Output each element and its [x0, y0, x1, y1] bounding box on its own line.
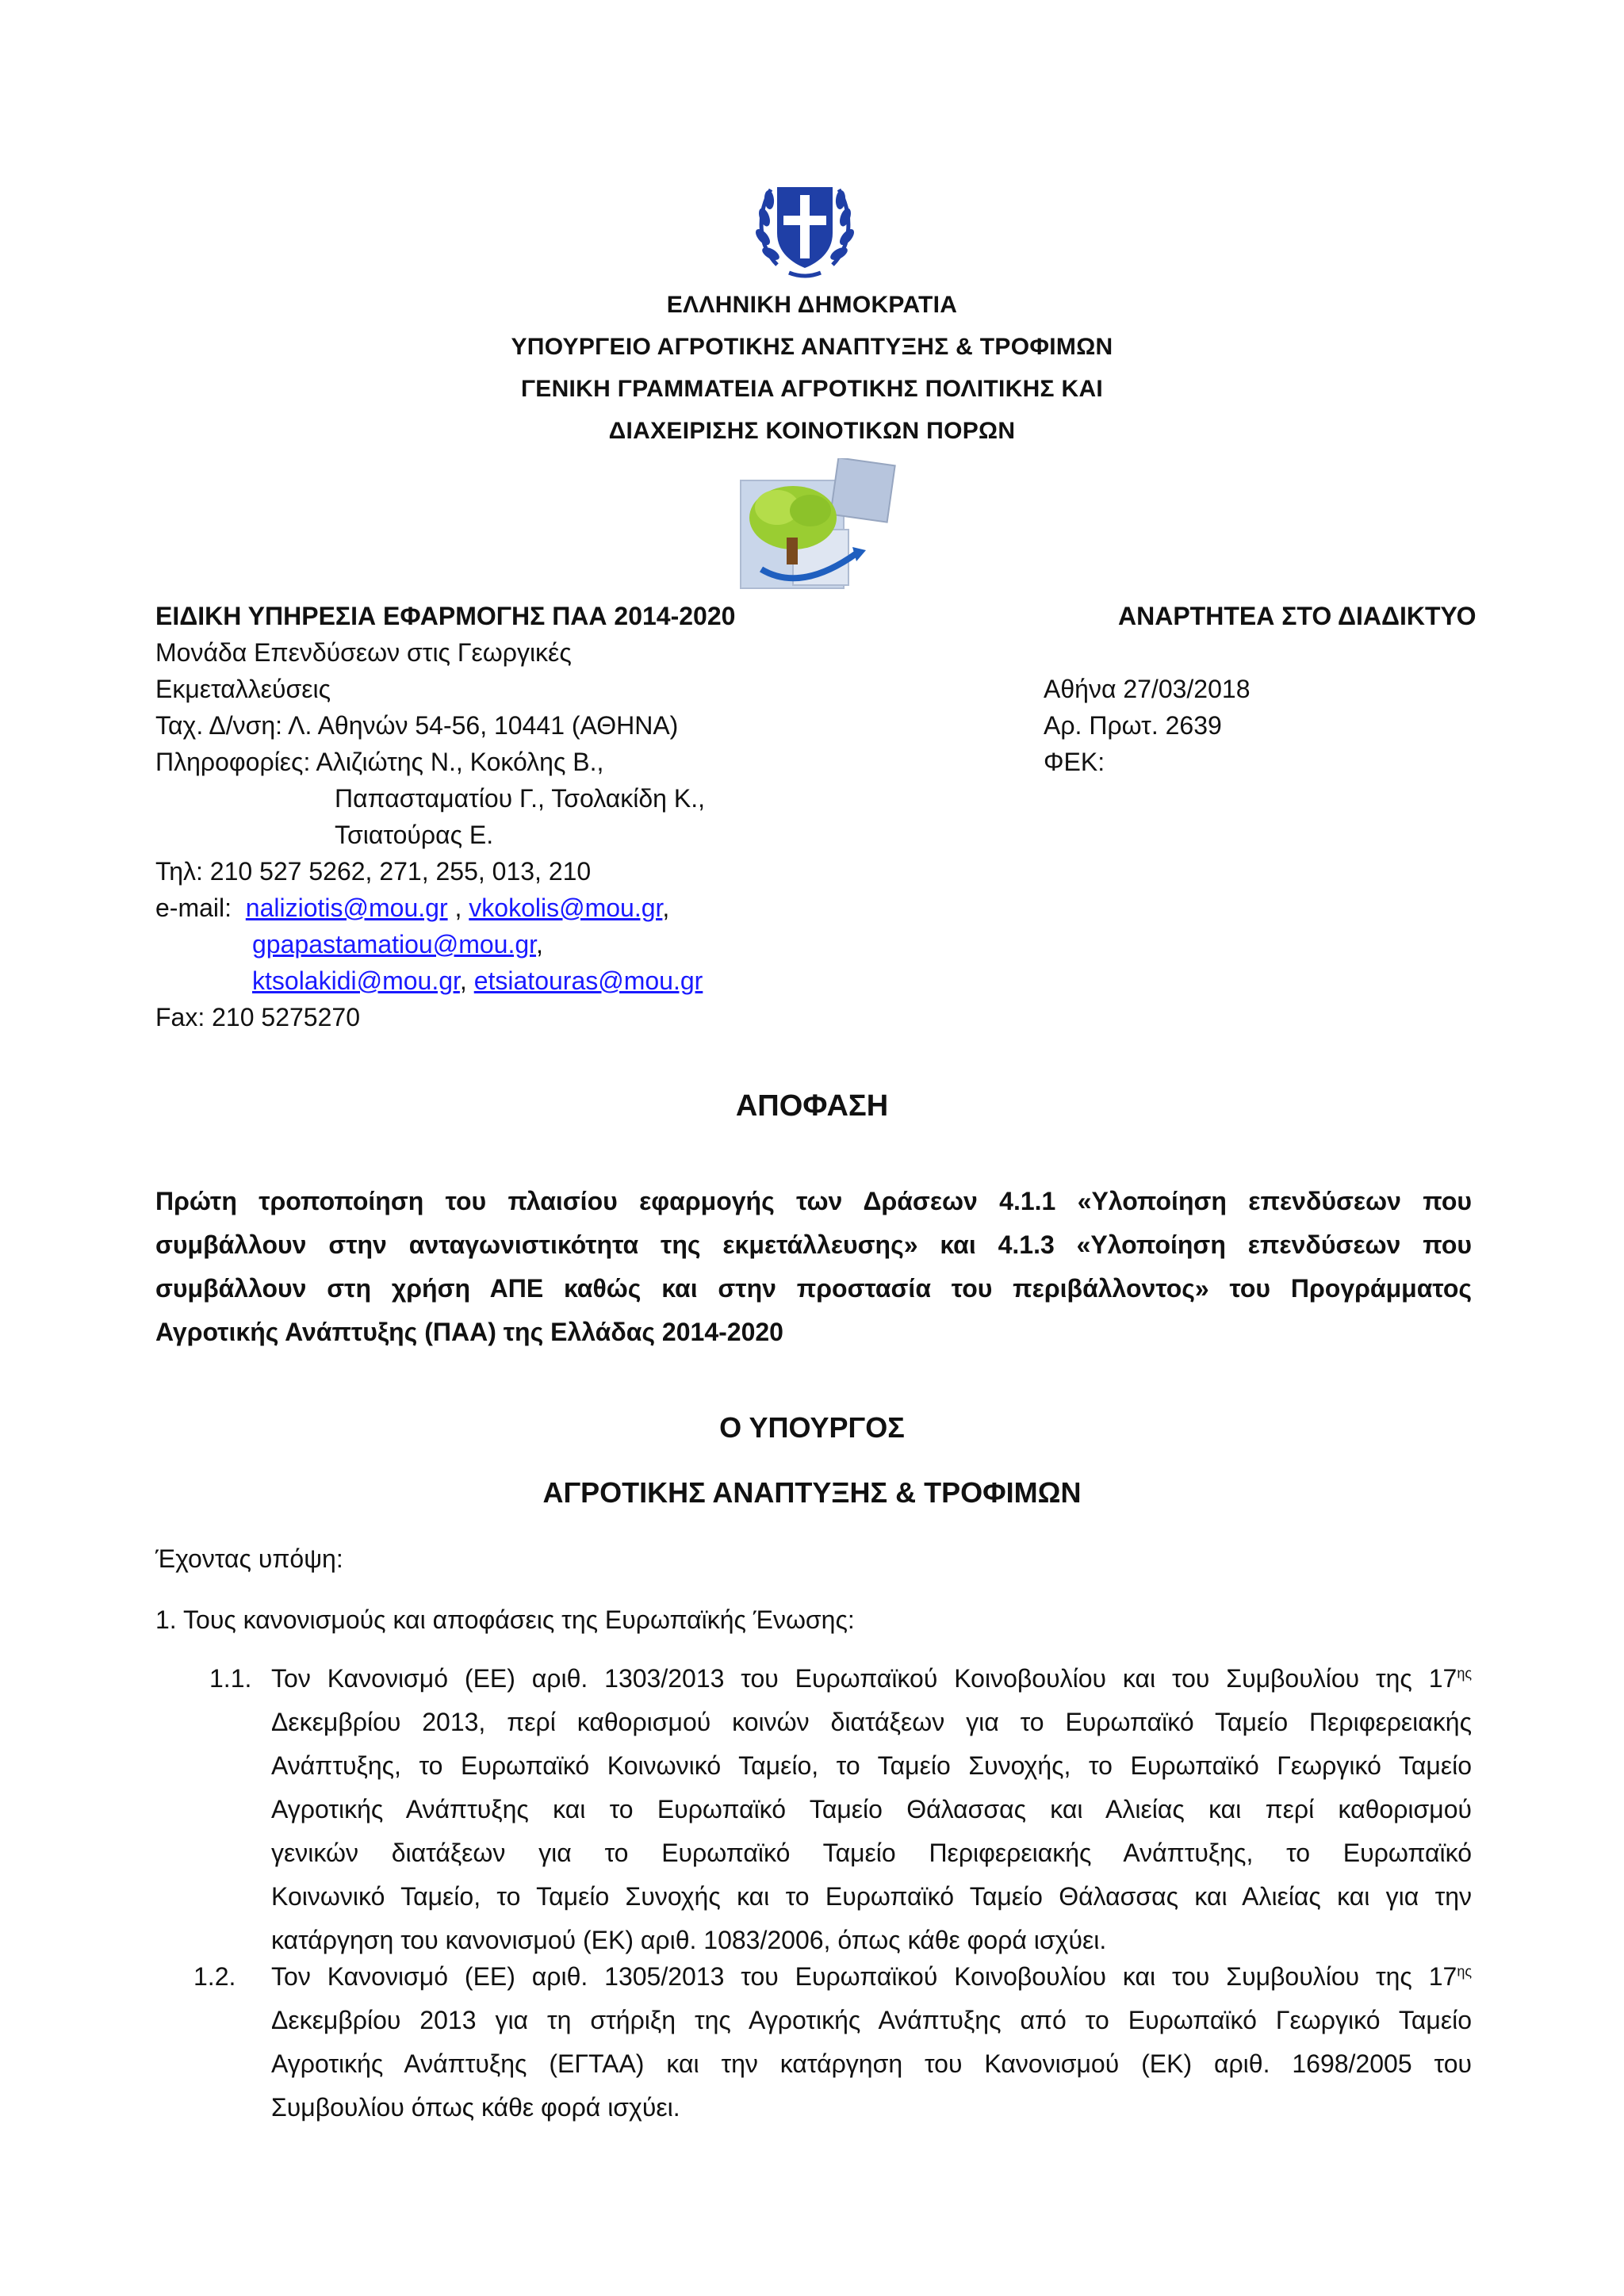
item-line: Συμβουλίου όπως κάθε φορά ισχύει. [271, 2093, 680, 2122]
service-name: ΕΙΔΙΚΗ ΥΠΗΡΕΣΙΑ ΕΦΑΡΜΟΓΗΣ ΠΑΑ 2014-2020 [155, 602, 736, 630]
minister-title: Ο ΥΠΟΥΡΓΟΣ [719, 1411, 905, 1444]
email-link-naliziotis[interactable]: naliziotis@mou.gr [245, 894, 448, 922]
email-line-3: ktsolakidi@mou.gr, etsiatouras@mou.gr [252, 966, 703, 995]
info-contacts-2: Παπασταματίου Γ., Τσολακίδη Κ., [335, 784, 705, 813]
item-line: κατάργηση του κανονισμού (ΕΚ) αριθ. 1083/2006, όπως κάθε φορά ισχύει. [271, 1926, 1107, 1954]
email-link-etsiatouras[interactable]: etsiatouras@mou.gr [473, 966, 703, 995]
unit-line-1: Μονάδα Επενδύσεων στις Γεωργικές [155, 638, 572, 667]
subject-line: Πρώτη τροποποίηση του πλαισίου εφαρμογής των Δράσεων 4.1.1 «Υλοποίηση επενδύσεων που [155, 1187, 1472, 1215]
posting-notice: ΑΝΑΡΤΗΤΕΑ ΣΤΟ ΔΙΑΔΙΚΤΥΟ [1118, 602, 1477, 630]
postal-address: Ταχ. Δ/νση: Λ. Αθηνών 54-56, 10441 (ΑΘΗΝΑ) [155, 711, 679, 740]
info-contacts-1: Πληροφορίες: Αλιζιώτης Ν., Κοκόλης Β., [155, 748, 604, 776]
item-line: Τον Κανονισμό (ΕΕ) αριθ. 1303/2013 του Ευρωπαϊκού Κοινοβουλίου και του Συμβουλίου της $17^{\eta\varsigma}$ [271, 1664, 1472, 1693]
item-line: Δεκεμβρίου 2013 για τη στήριξη της Αγροτικής Ανάπτυξης από το Ευρωπαϊκό Γεωργικό Ταμείο [271, 2006, 1472, 2034]
item-number: 1.1. [209, 1664, 252, 1693]
email-link-vkokolis[interactable]: vkokolis@mou.gr [469, 894, 663, 922]
info-contacts-3: Τσιατούρας Ε. [335, 821, 494, 849]
considering-label: Έχοντας υπόψη: [155, 1544, 343, 1573]
email-link-gpapastamatiou[interactable]: gpapastamatiou@mou.gr [252, 930, 537, 959]
decision-subject [155, 1180, 1472, 1354]
ministry-title: ΑΓΡΟΤΙΚΗΣ ΑΝΑΠΤΥΞΗΣ & ΤΡΟΦΙΜΩΝ [542, 1476, 1082, 1509]
phone-numbers: Τηλ: 210 527 5262, 271, 255, 013, 210 [155, 857, 592, 886]
item-line: Ανάπτυξης, το Ευρωπαϊκό Κοινωνικό Ταμείο, το Ταμείο Συνοχής, το Ευρωπαϊκό Γεωργικό Ταμείο [271, 1751, 1472, 1780]
subject-line: Αγροτικής Ανάπτυξης (ΠΑΑ) της Ελλάδας 2014-2020 [155, 1318, 783, 1346]
document-date: Αθήνα 27/03/2018 [1044, 675, 1251, 703]
header-line-4: ΔΙΑΧΕΙΡΙΣΗΣ ΚΟΙΝΟΤΙΚΩΝ ΠΟΡΩΝ [608, 418, 1016, 444]
subject-line: συμβάλλουν στη χρήση ΑΠΕ καθώς και στην προστασία του περιβάλλοντος» του Προγράμματος [155, 1274, 1472, 1303]
email-link-ktsolakidi[interactable]: ktsolakidi@mou.gr [252, 966, 460, 995]
decision-title: ΑΠΟΦΑΣΗ [735, 1089, 889, 1123]
item-line: γενικών διατάξεων για το Ευρωπαϊκό Ταμείο Περιφερειακής Ανάπτυξης, το Ευρωπαϊκό [271, 1839, 1472, 1867]
unit-line-2: Εκμεταλλεύσεις [155, 675, 331, 703]
item-1-1-text [271, 1657, 1472, 1962]
item-number: 1.2. [193, 1962, 236, 1991]
item-1-2-text [271, 1955, 1472, 2130]
item-1-heading: 1. Τους κανονισμούς και αποφάσεις της Ευρωπαϊκής Ένωσης: [155, 1605, 855, 1634]
item-line: Κοινωνικό Ταμείο, το Ταμείο Συνοχής και το Ευρωπαϊκό Ταμείο Θάλασσας και Αλιείας και για την [271, 1882, 1472, 1911]
item-line: Δεκεμβρίου 2013, περί καθορισμού κοινών διατάξεων για το Ευρωπαϊκό Ταμείο Περιφερειακής [271, 1708, 1472, 1736]
subject-line: συμβάλλουν στην ανταγωνιστικότητα της εκμετάλλευσης» και 4.1.3 «Υλοποίηση επενδύσεων που [155, 1230, 1472, 1259]
header-line-2: ΥΠΟΥΡΓΕΙΟ ΑΓΡΟΤΙΚΗΣ ΑΝΑΠΤΥΞΗΣ & ΤΡΟΦΙΜΩΝ [511, 334, 1113, 360]
header-line-1: ΕΛΛΗΝΙΚΗ ΔΗΜΟΚΡΑΤΙΑ [666, 292, 958, 318]
protocol-number: Αρ. Πρωτ. 2639 [1044, 711, 1222, 740]
fax-number: Fax: 210 5275270 [155, 1003, 360, 1031]
program-logo [737, 458, 896, 591]
email-line-1: e-mail: naliziotis@mou.gr , vkokolis@mou.gr, [155, 894, 670, 922]
greek-emblem [753, 170, 856, 281]
item-line: Τον Κανονισμό (ΕΕ) αριθ. 1305/2013 του Ευρωπαϊκού Κοινοβουλίου και του Συμβουλίου της $17^{\eta\varsigma}$ [271, 1962, 1472, 1991]
item-line: Αγροτικής Ανάπτυξης και το Ευρωπαϊκό Ταμείο Θάλασσας και Αλιείας και περί καθορισμού [271, 1795, 1472, 1823]
header-line-3: ΓΕΝΙΚΗ ΓΡΑΜΜΑΤΕΙΑ ΑΓΡΟΤΙΚΗΣ ΠΟΛΙΤΙΚΗΣ ΚΑΙ [520, 376, 1104, 402]
fek-label: ΦΕΚ: [1044, 748, 1105, 776]
item-line: Αγροτικής Ανάπτυξης (ΕΓΤΑΑ) και την κατάργηση του Κανονισμού (ΕΚ) αριθ. 1698/2005 του [271, 2049, 1472, 2078]
email-line-2: gpapastamatiou@mou.gr, [252, 930, 543, 959]
email-label: e-mail: [155, 894, 232, 922]
